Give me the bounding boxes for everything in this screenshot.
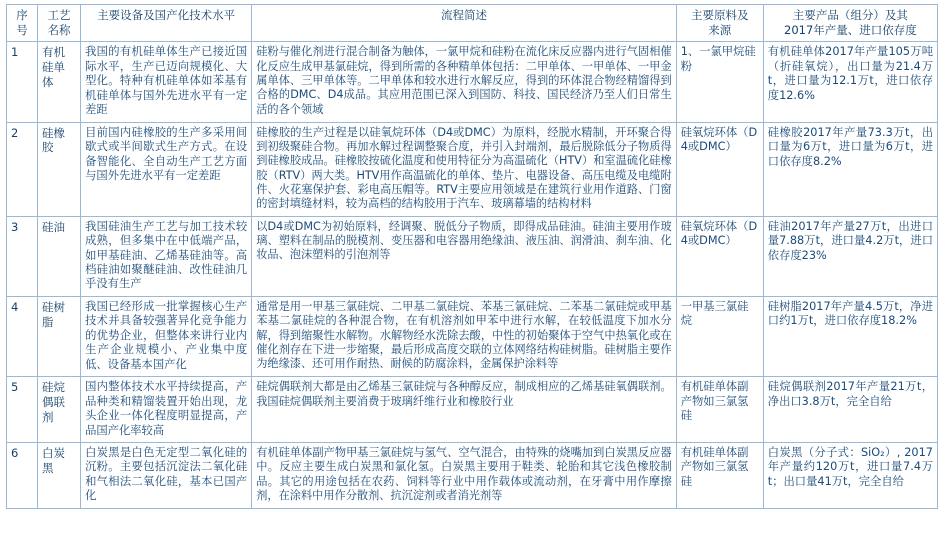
cell-process-name: 硅烷偶联剂 bbox=[38, 377, 81, 443]
cell-product: 白炭黑（分子式：SiO₂）, 2017年产量约120万t，进口量7.4万t；出口量41万t，完全自给 bbox=[763, 443, 937, 509]
cell-product: 硅树脂2017年产量4.5万t，净进口约1万t，进口依存度18.2% bbox=[763, 296, 937, 376]
cell-index: 2 bbox=[7, 122, 38, 216]
cell-flow: 硅烷偶联剂大都是由乙烯基三氯硅烷与各种醇反应，制成相应的乙烯基硅氧偶联剂。我国硅烷偶联剂主要消费于玻璃纤维行业和橡胶行业 bbox=[252, 377, 676, 443]
column-header-process-name-line1: 工艺 bbox=[47, 8, 71, 22]
column-header-process-name bbox=[38, 5, 81, 42]
cell-product: 硅橡胶2017年产量73.3万t，出口量为6万t，进口量为6万t，进口依存度8.2% bbox=[763, 122, 937, 216]
cell-process-name: 硅橡胶 bbox=[38, 122, 81, 216]
cell-equipment: 国内整体技术水平持续提高，产品种类和精馏装置开始出现，龙头企业一体化程度明显提高，产品国产化率较高 bbox=[81, 377, 252, 443]
column-header-flow: 流程简述 bbox=[252, 5, 676, 42]
cell-flow: 通常是用一甲基三氯硅烷、二甲基二氯硅烷、苯基三氯硅烷、二苯基二氯硅烷或甲基苯基二氯硅烷的各种混合物，在有机溶剂如甲苯中进行水解，在较低温度下加水分解，得到缩聚性水解物。水解物经水洗除去酸，中性的初始聚体于空气中热氧化或在催化剂存在下进一步缩聚，最后形成高度交联的立体网络结构硅树脂。硅树脂主要作为绝缘漆、还可用作耐热、耐候的防腐涂料，金属保护涂料等 bbox=[252, 296, 676, 376]
column-header-raw-material bbox=[676, 5, 763, 42]
cell-equipment: 白炭黑是白色无定型二氧化硅的沉粉。主要包括沉淀法二氧化硅和气相法二氧化硅，基本已国产化 bbox=[81, 443, 252, 509]
cell-raw-material: 一甲基三氯硅烷 bbox=[676, 296, 763, 376]
cell-product: 硅油2017年产量27万t，出进口量7.88万t，进口量4.2万t，进口依存度23% bbox=[763, 216, 937, 296]
column-header-product-line2: 2017年产量、进口依存度 bbox=[784, 22, 917, 37]
cell-equipment: 我国的有机硅单体生产已接近国际水平，生产已迈向规模化、大型化。特种有机硅单体如苯基有机硅单体与国外先进水平有一定差距 bbox=[81, 42, 252, 122]
cell-process-name: 硅树脂 bbox=[38, 296, 81, 376]
column-header-raw-material-line2: 来源 bbox=[708, 22, 732, 37]
column-header-product bbox=[763, 5, 937, 42]
column-header-raw-material-line1: 主要原料及 bbox=[690, 8, 749, 22]
cell-equipment: 目前国内硅橡胶的生产多采用间歇式或半间歇式生产方式。在设备智能化、全自动生产工艺方面与国外先进水平有一定差距 bbox=[81, 122, 252, 216]
table-row bbox=[7, 443, 938, 509]
table-row bbox=[7, 122, 938, 216]
cell-index: 6 bbox=[7, 443, 38, 509]
cell-flow: 以D4或DMC为初始原料，经调聚、脱低分子物质，即得成品硅油。硅油主要用作玻璃、塑料在制品的脱模剂、变压器和电容器用绝缘油、液压油、润滑油、刹车油、化妆品、泡沫塑料的引泡剂等 bbox=[252, 216, 676, 296]
column-header-index: 序号 bbox=[7, 5, 38, 42]
table-row bbox=[7, 377, 938, 443]
cell-product: 有机硅单体2017年产量105万吨（折硅氧烷），出口量为21.4万t，进口量为12.1万t，进口依存度12.6% bbox=[763, 42, 937, 122]
cell-process-name: 白炭黑 bbox=[38, 443, 81, 509]
table-row bbox=[7, 216, 938, 296]
cell-equipment: 我国已经形成一批掌握核心生产技术并具备较强著异化竞争能力的优势企业，但整体来讲行业内生产企业规模小、产业集中度低、设备基本国产化 bbox=[81, 296, 252, 376]
cell-process-name: 硅油 bbox=[38, 216, 81, 296]
cell-raw-material: 有机硅单体副产物如三氯氢硅 bbox=[676, 377, 763, 443]
cell-raw-material: 硅氧烷环体（D4或DMC） bbox=[676, 216, 763, 296]
cell-raw-material: 1、一氯甲烷硅粉 bbox=[676, 42, 763, 122]
cell-raw-material: 硅氧烷环体（D4或DMC） bbox=[676, 122, 763, 216]
table-body bbox=[7, 42, 938, 508]
column-header-equipment: 主要设备及国产化技术水平 bbox=[81, 5, 252, 42]
cell-index: 3 bbox=[7, 216, 38, 296]
table-row bbox=[7, 296, 938, 376]
cell-flow: 硅橡胶的生产过程是以硅氧烷环体（D4或DMC）为原料，经脱水精制，开环聚合得到初级聚硅合物。再加水解过程调整聚合度，并引入封端剂，最后脱除低分子物质得到硅橡胶成品。硅橡胶按硫化温度和使用特征分为高温硫化（HTV）和室温硫化硅橡胶（RTV）两大类。HTV用作高温硫化的单体、垫片、电器设备、高压电缆及电缆附件、火花塞保护套、彩电高压帽等。RTV主要应用领域是在建筑行业用作道路、门窗的密封填缝材料，较为高档的结构胶用于汽车、玻璃幕墙的结构材料 bbox=[252, 122, 676, 216]
process-overview-table bbox=[6, 4, 938, 509]
cell-product: 硅烷偶联剂2017年产量21万t，净出口3.8万t，完全自给 bbox=[763, 377, 937, 443]
cell-index: 1 bbox=[7, 42, 38, 122]
cell-raw-material: 有机硅单体副产物如三氯氢硅 bbox=[676, 443, 763, 509]
table-header-row bbox=[7, 5, 938, 42]
column-header-product-line1: 主要产品（组分）及其 bbox=[792, 8, 908, 22]
cell-index: 5 bbox=[7, 377, 38, 443]
table-row bbox=[7, 42, 938, 122]
column-header-process-name-line2: 名称 bbox=[47, 22, 71, 37]
cell-index: 4 bbox=[7, 296, 38, 376]
cell-process-name: 有机硅单体 bbox=[38, 42, 81, 122]
cell-flow: 硅粉与催化剂进行混合制备为触体，一氯甲烷和硅粉在流化床反应器内进行气固相催化反应生成甲基氯硅烷，得到所需的各种精单体包括：二甲单体、一甲单体、一甲金属单体、三甲单体等。二甲单体和较水进行水解反应，得到的环体混合物经精馏得到合格的DMC、D4成品。其应用范围已深入到国防、科技、国民经济乃至人们日常生活的各个领域 bbox=[252, 42, 676, 122]
cell-flow: 有机硅单体副产物甲基三氯硅烷与氢气、空气混合，由特殊的烧嘴加到白炭黑反应器中。反应主要生成白炭黑和氯化氢。白炭黑主要用于鞋类、轮胎和其它浅色橡胶制品。其它的用途包括在农药、饲料等行业中用作载体或流动剂，在牙膏中用作摩擦剂，在涂料中用作分散剂、抗沉淀剂或者消光剂等 bbox=[252, 443, 676, 509]
cell-equipment: 我国硅油生产工艺与加工技术较成熟，但多集中在中低端产品，如甲基硅油、乙烯基硅油等。高档硅油如聚醚硅油、改性硅油几乎没有生产 bbox=[81, 216, 252, 296]
table-header bbox=[7, 5, 938, 42]
